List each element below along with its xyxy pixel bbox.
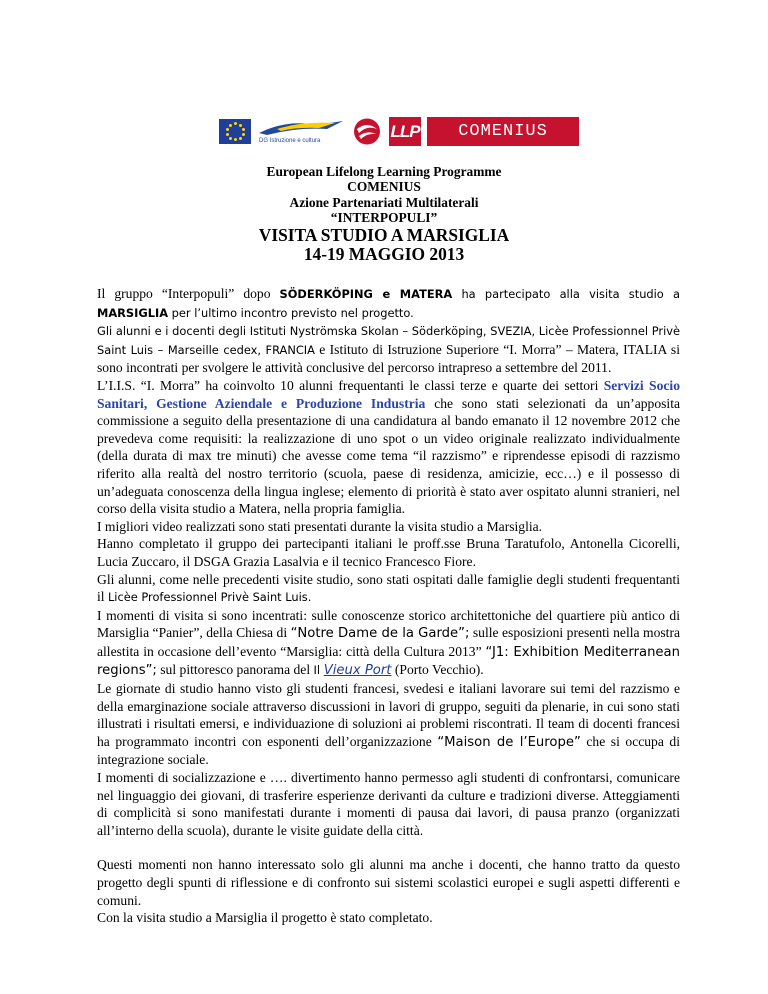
paragraph-teachers: Questi momenti non hanno interessato solo gli alunni ma anche i docenti, che hanno tratto da questo progetto degli spunti di riflessione e di confronto sui sistemi scolastici europei e sugli aspetti differenti e comuni. [97,857,680,908]
eu-flag-logo [219,119,251,144]
programme-line: European Lifelong Learning Programme [266,164,502,179]
document-body [97,285,680,927]
paragraph-visits: I momenti di visita si sono incentrati: sulle conoscenze storico architettoniche del quartiere più antico di Marsiglia “Panier”, della Chiesa di “Notre Dame de la Garde”; sulle esposizioni presenti nella mostra allestita in occasione dell’evento “Marsiglia: città della Cultura 2013” “J1: Exhibition Mediterranean regions”; sul pittoresco panorama del Il Vieux Port (Porto Vecchio). [97,607,681,679]
paragraph-participants: Hanno completato il gruppo dei partecipanti italiani le proff.sse Bruna Taratufolo, Antonella Cicorelli, Lucia Zuccaro, il DSGA Grazia Lasalvia e il tecnico Francesco Fiore. [97,536,680,569]
paragraph-videos: I migliori video realizzati sono stati presentati durante la visita studio a Marsiglia. [97,518,543,534]
logo-bar [219,117,579,146]
paragraph-socialization: I momenti di socializzazione e …. divertimento hanno permesso agli studenti di confrontarsi, comunicare nel linguaggio dei giovani, di trasferire esperienze derivanti da culture e tradizioni diverse. Atteggiamenti di complicità si sono manifestati durante i momenti di pausa dai lavori, di pausa pranzo (organizzati all’interno della scuola), durante le visite guidate della città. [97,770,680,838]
project-name: “INTERPOPULI” [330,210,438,226]
dg-logo-text: DG Istruzione e cultura [259,138,321,144]
paragraph-families: Gli alunni, come nelle precedenti visite studio, sono stati ospitati dalle famiglie degli studenti frequentanti il Licèe Professionnel Privè Saint Luis. [97,571,680,605]
comenius-line: COMENIUS [347,179,421,195]
paragraph-selection: L’I.I.S. “I. Morra” ha coinvolto 10 alunni frequentanti le classi terze e quarte dei settori Servizi Socio Sanitari, Gestione Aziendale e Produzione Industria che sono stati selezionati da un’apposita commissione a seguito della presentazione di una candidatura al bando emanato il 12 novembre 2012 che prevedeva come requisiti: la realizzazione di uno spot o un video originale realizzato individualmente (della durata di max tre minuti) che avesse come tema “il razzismo” e riprendesse episodi di razzismo riferito alla realtà del nostro territorio (scuola, paese di residenza, amicizie, ecc…) e il possesso di un’adeguata conoscenza della lingua inglese; elemento di priorità è stato aver ospitato alunni stranieri, nel corso della visita studio a Matera, nella propria famiglia. [97,377,681,517]
vieux-port-link[interactable]: Vieux Port [323,663,392,679]
comenius-logo: COMENIUS [427,117,579,146]
paragraph-conclusion: Con la visita studio a Marsiglia il progetto è stato completato. [97,910,433,926]
paragraph-intro: Il gruppo “Interpopuli” dopo SÖDERKÖPING e MATERA ha partecipato alla visita studio a MARSIGLIA per l’ultimo incontro previsto nel progetto. [97,286,680,320]
dg-education-logo [257,119,345,144]
paragraph-schools: Gli alunni e i docenti degli Istituti Nyströmska Skolan – Söderköping, SVEZIA, Licèe Professionnel Privè Saint Luis – Marseille cedex, FRANCIA e Istituto di Istruzione Superiore “I. Morra” – Matera, ITALIA si sono incontrati per svolgere le attività conclusive del percorso intrapreso a settembre del 2011. [97,324,680,376]
document-header [0,164,768,265]
paragraph-study-days: Le giornate di studio hanno visto gli studenti francesi, svedesi e italiani lavorare sui temi del razzismo e della emarginazione sociale attraverso discussioni in lavori di gruppo, seguiti da plenarie, in cui sono stati illustrati i risultati emersi, e individuazione di soluzioni ai problemi riscontrati. Il team di docenti francesi ha programmato incontri con esponenti dell’organizzazione “Maison de l’Europe” che si occupa di integrazione sociale. [97,681,681,768]
paragraph-gap [97,839,680,856]
action-line: Azione Partenariati Multilaterali [289,194,479,210]
document-dates: 14-19 MAGGIO 2013 [303,244,465,265]
document-title: VISITA STUDIO A MARSIGLIA [258,224,510,245]
llp-swirl-logo [351,117,383,146]
llp-logo: LLP [389,117,421,146]
